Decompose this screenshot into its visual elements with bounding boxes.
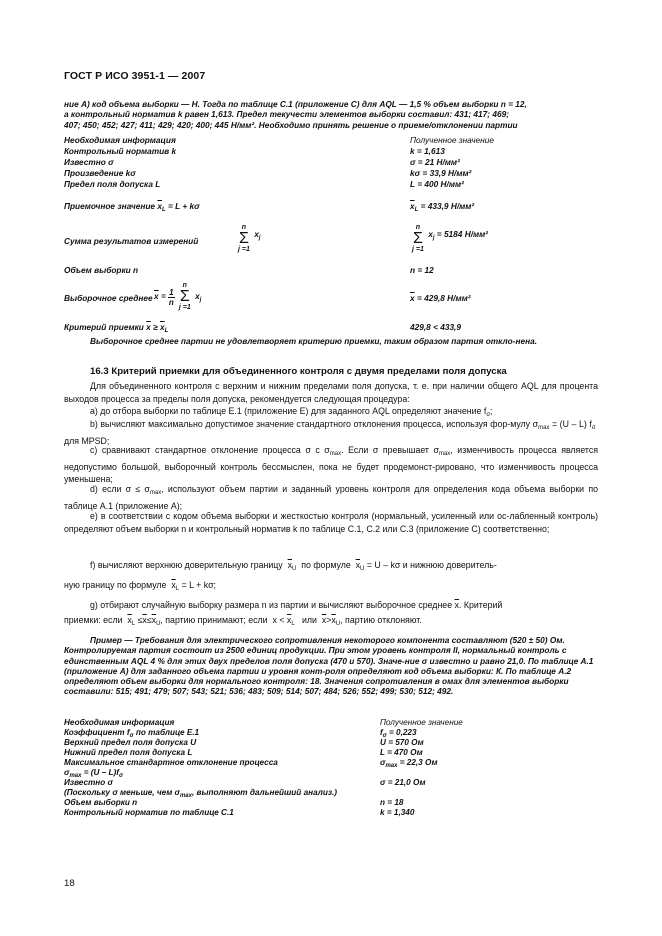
x-bar-symbol: $\overline{x}$ bbox=[355, 560, 361, 570]
item-d: d) если $\sigma \le \sigma_{max}$, используют объем партии и заданный уровень контроля для определения кода объема выборки по таблице А.1 (приложение А); bbox=[64, 484, 598, 511]
table-cell-right: n = 12 bbox=[410, 265, 434, 275]
table-cell-right: kσ = 33,9 Н/мм² bbox=[410, 168, 472, 178]
document-header: ГОСТ Р ИСО 3951-1 — 2007 bbox=[64, 70, 206, 82]
sum-value: = 5184 Н/мм² bbox=[436, 229, 489, 240]
example-1-line-1: ние А) код объема выборки — Н. Тогда по таблице С.1 (приложение С) для AQL — 1,5 % объем выборки n = 12, bbox=[64, 99, 527, 109]
table-2 bbox=[64, 718, 598, 818]
sample-mean-row: Выборочное среднее $\overline{x}$ = $\frac{1}{n}$ n Σ j =1 $x_j$ $\overline{x} = 429,8$ Н/мм² bbox=[64, 282, 471, 311]
x-bar-symbol: $\overline{x}$ bbox=[410, 201, 415, 211]
x-bar-symbol: $\overline{x}$ bbox=[154, 291, 159, 302]
fraction: $\frac{1}{n}$ bbox=[168, 287, 174, 307]
subscript: L bbox=[414, 207, 419, 213]
table-cell-left: Контрольный норматив k bbox=[64, 146, 177, 156]
table-cell-right: σ = 21 Н/мм² bbox=[410, 157, 460, 167]
table-cell-left: Известно σ bbox=[64, 157, 114, 167]
table-row: $\sigma_{max} = (U - L)f_\sigma$ bbox=[64, 768, 123, 779]
subscript: L bbox=[161, 207, 166, 213]
mean-value: = 429,8 Н/мм² bbox=[416, 293, 471, 303]
item-a: а) до отбора выборки по таблице Е.1 (приложение Е) для заданного AQL определяют значение $f_\sigma$; bbox=[90, 406, 493, 418]
example-1-line-2: а контрольный норматив k равен 1,613. Предел текучести элементов выборки составил: 431; 417; 469; bbox=[64, 109, 509, 120]
table-1-head-right: Полученное значение bbox=[410, 135, 494, 145]
ge-symbol: ≥ bbox=[153, 322, 158, 332]
item-g: g) отбирают случайную выборку размера n из партии и вычисляют выборочное среднее $\overline{x}$. Критерий bbox=[90, 600, 503, 610]
table-row: Верхний предел поля допуска U U = 570 Ом bbox=[64, 738, 424, 747]
x-bar-symbol: $\overline{x}$ bbox=[287, 560, 292, 570]
table-row: Объем выборки n n = 18 bbox=[64, 798, 404, 807]
item-b: b) вычисляют максимально допустимое значение стандартного отклонения процесса, используя фор-мулу $\sigma_{max} = (U - L)$ $f_\sigma$ для MPSD; bbox=[64, 419, 596, 446]
document-page: ГОСТ Р ИСО 3951-1 — 2007 ние А) код объема выборки — Н. Тогда по таблице С.1 (приложение С) для AQL — 1,5 % объем выборки n = 12, а контрольный норматив k равен 1,613. Предел текучести элементов выборки составил: 431; 417; 469; 407; 450; 452; 427; 411; 429; 420; 400; 445 Н/мм². Необходимо принять решение о приеме/отклонении партии Необходимая информация Полученное значение Контрольный норматив k k = 1,613 Известно σ σ = 21 Н/мм² Произведение kσ kσ = 33,9 Н/мм² Предел поля допуска L L = 400 Н/мм² Приемочное значение $\overline{x}_L = L + k\sigma$ $\overline{x}_L = 433,9$ Н/мм² Сумма результатов измерений n Σ j =1 $x_j$ n Σ j =1 $x_j = 5184$ Н/мм² Объем выборки n n = 12 Выборочное среднее $\overline{x}$ = $\frac{1}{n}$ n Σ j =1 $x_j$ $\overline{x} = 429,8$ Н/мм² Критерий приемки $\overline{x} \ge \overline{x}_L$ 429,8 < 433,9 Выборочное среднее партии не удовлетворяет критерию приемки, таким образом партия откло-нена. 16.3 Критерий приемки для объединенного контроля с двумя пределами поля допуска Для объединенного контроля с верхним и нижним пределами поля допуска, т. е. при наличии общего AQL для процента выходов процесса за пределы поля допуска, рекомендуется следующая процедура: а) до отбора выборки по таблице Е.1 (приложение Е) для заданного AQL определяют значение $f_\sigma$; b) вычисляют максимально допустимое значение стандартного отклонения процесса, используя фор-мулу $\sigma_{max} = (U - L)$ $f_\sigma$ для MPSD; с) сравнивают стандартное отклонение процесса σ с $\sigma_{max}$. Если σ превышает $\sigma_{max}$, изменчивость процесса является недопустимо большой, выборочный контроль бессмыслен, пока не будет продемонст-рировано, что изменчивость процесса уменьшена; d) если $\sigma \le \sigma_{max}$, используют объем партии и заданный уровень контроля для определения кода объема выборки по таблице А.1 (приложение А); е) в соответствии с кодом объема выборки и жесткостью контроля (нормальный, усиленный или ос-лабленный контроль) определяют объем выборки n и контрольный норматив k по таблице С.1, С.2 или С.3 (приложение С) соответственно; f) вычисляют верхнюю доверительную границу $\overline{x}_U$ по формуле $\overline{x}_U = U - k\sigma$ и нижнюю доверитель- ную границу по формуле $\overline{x}_L = L + k\sigma$; g) отбирают случайную выборку размера n из партии и вычисляют выборочное среднее $\overline{x}$. Критерий приемки: если $\overline{x}_L \le\overline{x}\le\overline{x}_U$, партию принимают; если $x < \overline{x}_L$ или $\overline{x}>\overline{x}_U$, партию отклоняют. Пример — Требования для электрического сопротивления некоторого компонента составляют (520 ± 50) Ом. Контролируемая партия состоит из 2500 единиц продукции. При этом уровень контроля II, нормальный контроль с единственным AQL 4 % для этих двух пределов поля допуска (470 и 570). Значе-ние σ известно и равно 21,0. По таблице А.1 (приложение А) для заданного объема партии и уровня конт-роля определяют код объема выборки: К. По таблице А.2 определяют объем выборки для нормального контроля: 18. Значения сопротивления в омах для элементов выборки составили: 515; 491; 479; 507; 543; 521; 536; 483; 509; 514; 507; 484; 526; 552; 499; 530; 512; 492. Необходимая информация Полученное значение Коэффициент $f_\sigma$ по таблице Е.1 $f_\sigma = 0,223$ Верхний предел поля допуска U U = 570 Ом Нижний предел поля допуска L L = 470 Ом Максимальное стандартное отклонение процесса $\sigma_{max} = 22,3$ Ом $\sigma_{max} = (U - L)f_\sigma$ Известно σ σ = 21,0 Ом (Поскольку σ меньше, чем $\sigma_{max}$, выполняют дальнейший анализ.) Объем выборки n n = 18 Контрольный норматив по таблице С.1 k = 1,340 18 bbox=[64, 70, 599, 889]
table-cell-left: Объем выборки n bbox=[64, 265, 139, 275]
sum-label: Сумма результатов измерений bbox=[64, 236, 199, 246]
section-title: 16.3 Критерий приемки для объединенного контроля с двумя пределами поля допуска bbox=[90, 366, 507, 377]
criterion-label: Критерий приемки bbox=[64, 322, 144, 332]
example-2-text: Пример — Требования для электрического сопротивления некоторого компонента составляют (520 ± 50) Ом. Контролируемая партия состоит из 2500 единиц продукции. При этом уровень контроля II, нормальный контроль с единственным AQL 4 % для этих двух пределов поля допуска (470 и 570). Значе-ние σ известно и равно 21,0. По таблице А.1 (приложение А) для заданного объема партии и уровня конт-роля определяют код объема выборки: К. По таблице А.2 определяют объем выборки для нормального контроля: 18. Значения сопротивления в омах для элементов выборки составили: 515; 491; 479; 507; 543; 521; 536; 483; 509; 514; 507; 484; 526; 552; 499; 530; 512; 492. bbox=[64, 635, 594, 697]
conclusion-text: Выборочное среднее партии не удовлетворяет критерию приемки, таким образом партия откло-нена. bbox=[90, 336, 537, 346]
table-cell-left: Предел поля допуска L bbox=[64, 179, 161, 189]
table-2-head-right: Полученное значение bbox=[380, 718, 463, 727]
x-j-symbol: x bbox=[428, 229, 433, 240]
sum-symbol: n Σ j =1 bbox=[412, 224, 424, 253]
table-row: (Поскольку σ меньше, чем $\sigma_{max}$, выполняют дальнейший анализ.) bbox=[64, 788, 337, 799]
acceptance-formula: = L + kσ bbox=[167, 201, 200, 211]
item-c: с) сравнивают стандартное отклонение процесса σ с $\sigma_{max}$. Если σ превышает $\sigma_{max}$, изменчивость процесса является недопустимо большой, выборочный контроль бессмыслен, пока не будет продемонст-рировано, что изменчивость процесса уменьшена; bbox=[64, 445, 599, 485]
sum-row: Сумма результатов измерений n Σ j =1 $x_j$ n Σ j =1 $x_j = 5184$ Н/мм² bbox=[64, 224, 489, 253]
table-row: Коэффициент $f_\sigma$ по таблице Е.1 $f_\sigma = 0,223$ bbox=[64, 728, 417, 739]
mean-label: Выборочное среднее bbox=[64, 293, 153, 303]
table-cell-right: k = 1,613 bbox=[410, 146, 445, 156]
x-bar-symbol: $\overline{x}$ bbox=[157, 201, 162, 211]
acceptance-value: = 433,9 Н/мм² bbox=[420, 201, 475, 211]
item-f-cont: ную границу по формуле $\overline{x}_L = L + k\sigma$; bbox=[64, 580, 216, 592]
table-2-head-left: Необходимая информация bbox=[64, 718, 175, 727]
table-row: Контрольный норматив по таблице С.1 k = 1,340 bbox=[64, 808, 415, 817]
table-2-header bbox=[64, 718, 598, 728]
table-cell-left: Произведение kσ bbox=[64, 168, 136, 178]
acceptance-label: Приемочное значение bbox=[64, 201, 156, 211]
page-number: 18 bbox=[64, 878, 75, 889]
table-row: Нижний предел поля допуска L L = 470 Ом bbox=[64, 748, 423, 757]
x-bar-symbol: $\overline{x}$ bbox=[410, 293, 415, 303]
x-bar-symbol: $\overline{x}$ bbox=[146, 322, 151, 332]
sum-symbol: n Σ j =1 bbox=[178, 282, 191, 311]
section-intro: Для объединенного контроля с верхним и нижним пределами поля допуска, т. е. при наличии общего AQL для процента выходов процесса за пределы поля допуска, рекомендуется следующая процедура: bbox=[64, 381, 598, 404]
x-bar-symbol: $\overline{x}$ bbox=[454, 600, 459, 610]
x-j-symbol: x bbox=[195, 291, 200, 302]
table-cell-right: L = 400 Н/мм² bbox=[410, 179, 464, 189]
x-bar-symbol: $\overline{x}$ bbox=[159, 322, 165, 332]
table-row: Известно σ σ = 21,0 Ом bbox=[64, 778, 426, 787]
x-bar-symbol: $\overline{x}$ bbox=[171, 580, 176, 590]
sum-symbol: n Σ j =1 bbox=[238, 224, 250, 253]
x-j-symbol: x bbox=[254, 229, 259, 240]
table-row: Максимальное стандартное отклонение процесса $\sigma_{max} = 22,3$ Ом bbox=[64, 758, 438, 769]
criterion-value: 429,8 < 433,9 bbox=[410, 322, 461, 332]
example-1-text bbox=[64, 99, 598, 130]
item-g-cont: приемки: если $\overline{x}_L \le\overline{x}\le\overline{x}_U$, партию принимают; если $x < \overline{x}_L$ или $\overline{x}>\overline{x}_U$, партию отклоняют. bbox=[64, 615, 422, 627]
example-1-line-3: 407; 450; 452; 427; 411; 429; 420; 400; 445 Н/мм². Необходимо принять решение о приеме/отклонении партии bbox=[64, 119, 518, 130]
table-1-head-left: Необходимая информация bbox=[64, 135, 176, 145]
item-f: f) вычисляют верхнюю доверительную границу $\overline{x}_U$ по формуле $\overline{x}_U = U - k\sigma$ и нижнюю доверитель- bbox=[90, 560, 497, 572]
item-e: е) в соответствии с кодом объема выборки и жесткостью контроля (нормальный, усиленный или ос-лабленный контроль) определяют объем выборки n и контрольный норматив k по таблице С.1, С.2 или С.3 (приложение С) соответственно; bbox=[64, 511, 598, 534]
